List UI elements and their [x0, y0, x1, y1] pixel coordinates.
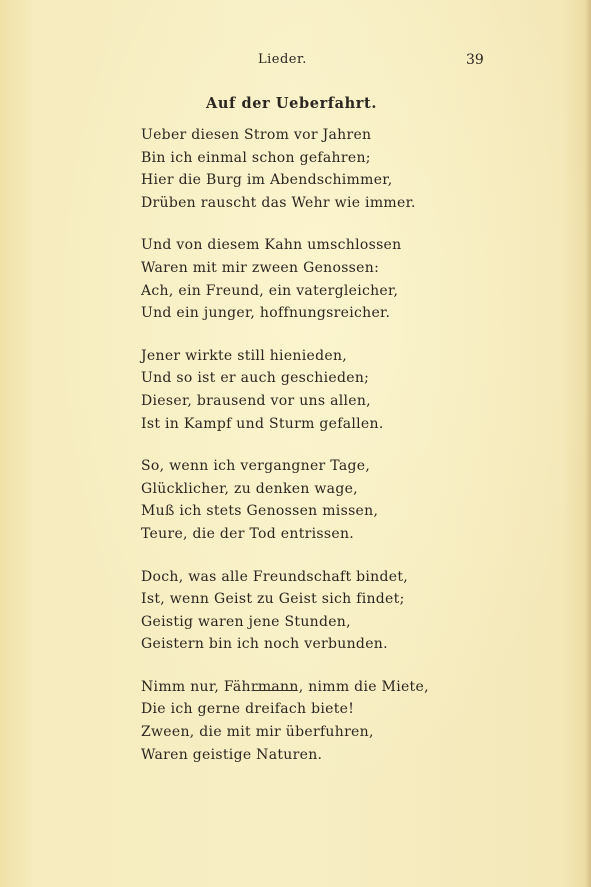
running-head [0, 52, 591, 74]
verse-line: Dieser, brausend vor uns allen, [141, 392, 371, 409]
verse-line: Ist, wenn Geist zu Geist sich findet; [141, 591, 405, 608]
stanza-1 [141, 124, 461, 214]
verse-line: Und so ist er auch geschieden; [141, 370, 370, 387]
poem-body [141, 124, 461, 786]
verse-line: Geistern bin ich noch verbunden. [141, 636, 388, 653]
verse-line: Geistig waren jene Stunden, [141, 613, 351, 630]
verse-line: Doch, was alle Freundschaft bindet, [141, 568, 409, 585]
verse-line: Ueber diesen Strom vor Jahren [141, 127, 372, 143]
verse-line: So, wenn ich vergangner Tage, [141, 458, 371, 475]
page-edge-shadow [585, 0, 591, 887]
verse-line: Zween, die mit mir überfuhren, [141, 724, 374, 741]
verse-line: Ach, ein Freund, ein vatergleicher, [141, 282, 399, 299]
verse-line: Teure, die der Tod entrissen. [141, 525, 355, 542]
verse-line: Muß ich stets Genossen missen, [141, 503, 379, 520]
verse-line: Glücklicher, zu denken wage, [141, 480, 358, 497]
verse-line: Hier die Burg im Abendschimmer, [141, 172, 393, 189]
stanza-2 [141, 234, 461, 324]
verse-line: Waren geistige Naturen. [141, 746, 323, 763]
verse-line: Waren mit mir zween Genossen: [141, 259, 380, 276]
stanza-5 [141, 566, 461, 656]
verse-line: Drüben rauscht das Wehr wie immer. [141, 194, 416, 211]
verse-line: Jener wirkte still hienieden, [141, 347, 348, 364]
verse-line: Ist in Kampf und Sturm gefallen. [141, 415, 384, 432]
stanza-3 [141, 345, 461, 435]
verse-line: Und von diesem Kahn umschlossen [141, 237, 402, 254]
running-head-title: Lieder. [258, 52, 307, 67]
stanza-4 [141, 455, 461, 545]
verse-line: Die ich gerne dreifach biete! [141, 701, 355, 718]
verse-line: Nimm nur, Fährmann, nimm die Miete, [141, 678, 429, 695]
verse-line: Und ein junger, hoffnungsreicher. [141, 305, 391, 322]
verse-line: Bin ich einmal schon gefahren; [141, 149, 371, 166]
poem-title: Auf der Ueberfahrt. [206, 95, 377, 112]
end-rule-divider [253, 690, 297, 691]
stanza-6 [141, 676, 461, 766]
page-number: 39 [466, 52, 484, 68]
